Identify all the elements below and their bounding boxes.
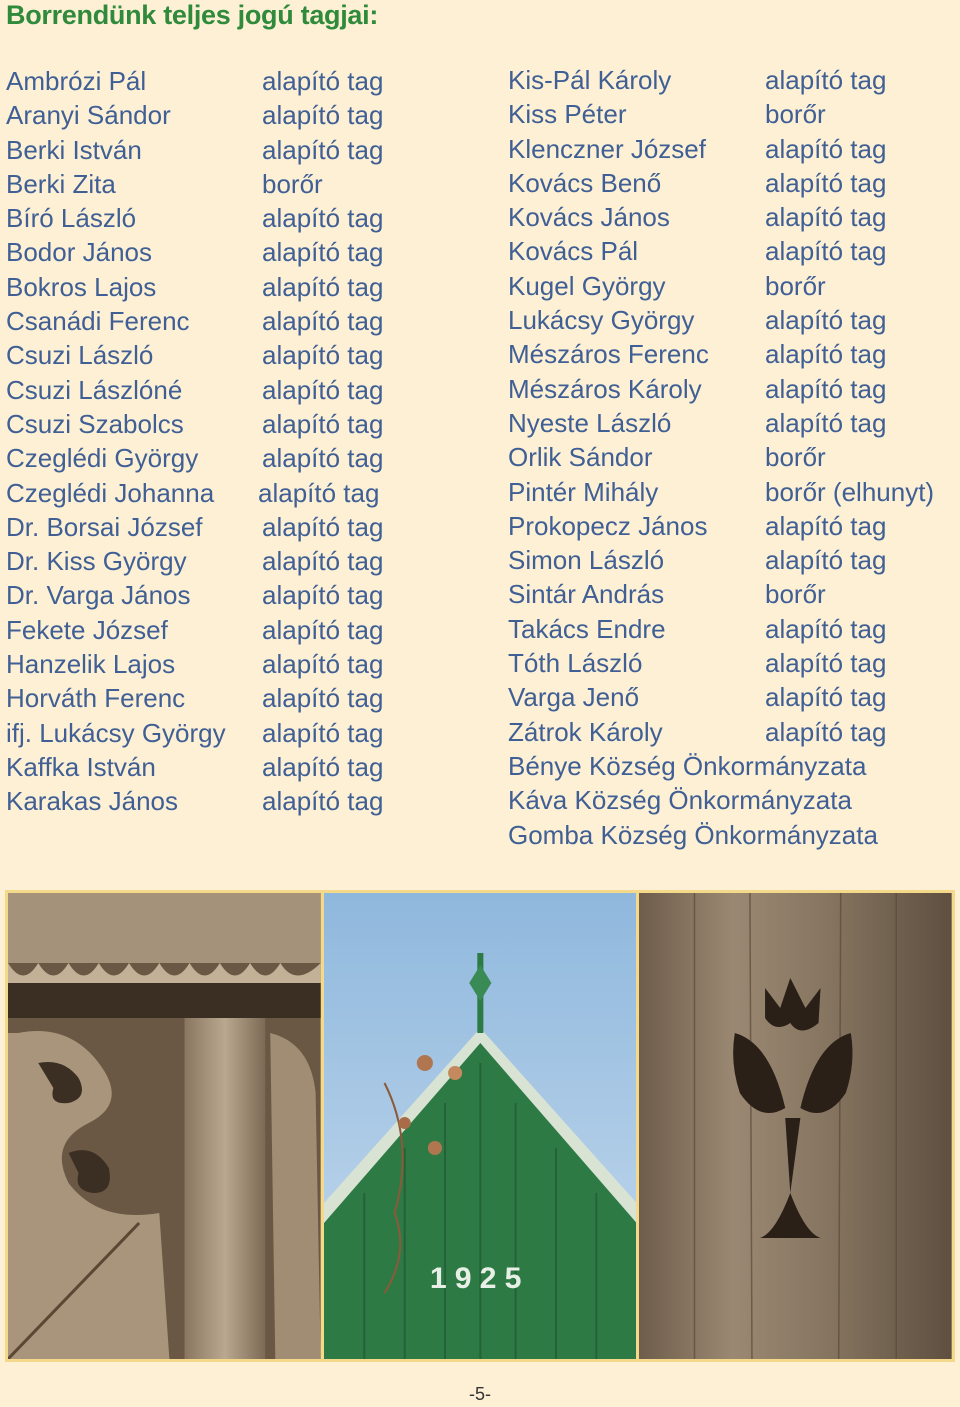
member-name: Káva Község Önkormányzata	[508, 785, 852, 816]
member-row	[6, 304, 426, 338]
member-role: alapító tag	[765, 716, 887, 747]
member-row	[508, 440, 958, 474]
member-role: alapító tag	[765, 339, 887, 370]
member-name: Karakas János	[6, 786, 178, 817]
member-role: borőr	[262, 168, 323, 199]
member-role: alapító tag	[765, 682, 887, 713]
member-name: Kovács János	[508, 202, 670, 233]
member-name: Bodor János	[6, 237, 152, 268]
photo-tulip-cutout	[639, 893, 952, 1359]
member-role: alapító tag	[765, 407, 887, 438]
member-row	[6, 98, 426, 132]
member-role: borőr	[765, 442, 826, 473]
member-row	[508, 475, 958, 509]
photo-strip	[5, 890, 955, 1362]
member-name: Horváth Ferenc	[6, 683, 186, 714]
member-name: Czeglédi Johanna	[6, 477, 215, 508]
member-role: alapító tag	[262, 443, 384, 474]
member-role: alapító tag	[765, 167, 887, 198]
member-role: alapító tag	[262, 751, 384, 782]
photo-green-gable	[324, 893, 637, 1359]
member-row	[6, 407, 426, 441]
member-row	[508, 132, 958, 166]
member-name: Mészáros Károly	[508, 373, 702, 404]
member-name: Kis-Pál Károly	[508, 65, 672, 95]
member-row	[6, 716, 426, 750]
member-row	[6, 373, 426, 407]
member-row	[6, 167, 426, 201]
member-role: alapító tag	[262, 717, 384, 748]
member-role: alapító tag	[262, 306, 384, 337]
member-row	[508, 200, 958, 234]
member-name: Bénye Község Önkormányzata	[508, 750, 867, 781]
member-role: alapító tag	[262, 271, 384, 302]
member-name: Kugel György	[508, 270, 666, 301]
member-row	[6, 784, 426, 818]
member-row	[508, 715, 958, 749]
member-name: Kaffka István	[6, 751, 156, 782]
member-row	[508, 337, 958, 371]
member-row	[6, 133, 426, 167]
member-name: Zátrok Károly	[508, 716, 663, 747]
page-heading: Borrendünk teljes jogú tagjai:	[6, 0, 379, 30]
member-name: Kiss Péter	[508, 99, 627, 130]
member-name: Pintér Mihály	[508, 476, 659, 507]
member-role: borőr	[765, 579, 826, 610]
member-row	[508, 509, 958, 543]
member-name: Orlik Sándor	[508, 442, 653, 473]
member-role: alapító tag	[262, 408, 384, 439]
member-name: Varga Jenő	[508, 682, 640, 713]
member-name: Klenczner József	[508, 133, 706, 164]
member-row	[508, 303, 958, 337]
member-role: alapító tag	[262, 374, 384, 405]
member-role: alapító tag	[262, 580, 384, 611]
member-role: alapító tag	[765, 648, 887, 679]
member-name: Tóth László	[508, 648, 643, 679]
member-role: alapító tag	[262, 203, 384, 234]
member-row	[6, 201, 426, 235]
member-row	[6, 544, 426, 578]
member-role: alapító tag	[262, 340, 384, 371]
member-name: Czeglédi György	[6, 443, 199, 474]
member-row	[508, 612, 958, 646]
member-role: borőr (elhunyt)	[765, 476, 935, 507]
member-role: alapító tag	[765, 305, 887, 336]
member-list-right	[508, 63, 958, 852]
member-row	[508, 577, 958, 611]
member-row	[6, 578, 426, 612]
member-row	[508, 783, 958, 817]
member-name: Fekete József	[6, 614, 168, 645]
member-row	[508, 646, 958, 680]
member-role: alapító tag	[765, 202, 887, 233]
member-name: Berki Zita	[6, 168, 116, 199]
member-row	[508, 234, 958, 268]
member-role: alapító tag	[262, 100, 384, 131]
member-row	[508, 749, 958, 783]
member-row	[508, 543, 958, 577]
member-name: ifj. Lukácsy György	[6, 717, 226, 748]
member-role: alapító tag	[262, 614, 384, 645]
member-row	[6, 338, 426, 372]
member-role: alapító tag	[765, 613, 887, 644]
member-name: Kovács Pál	[508, 236, 639, 267]
member-row	[508, 818, 958, 852]
member-name: Hanzelik Lajos	[6, 649, 176, 680]
member-name: Prokopecz János	[508, 510, 708, 541]
member-role: alapító tag	[765, 133, 887, 164]
member-name: Csuzi László	[6, 340, 154, 371]
member-row	[6, 270, 426, 304]
member-name: Bíró László	[6, 203, 137, 234]
member-role: alapító tag	[262, 134, 384, 165]
member-row	[6, 441, 426, 475]
member-role: alapító tag	[765, 236, 887, 267]
member-name: Csuzi Lászlóné	[6, 374, 183, 405]
member-row	[508, 680, 958, 714]
member-name: Nyeste László	[508, 407, 672, 438]
member-row	[6, 235, 426, 269]
member-role: alapító tag	[258, 477, 380, 508]
member-name: Berki István	[6, 134, 142, 165]
member-name: Kovács Benő	[508, 167, 662, 198]
member-name: Aranyi Sándor	[6, 100, 171, 131]
member-name: Simon László	[508, 545, 665, 576]
member-name: Sintár András	[508, 579, 665, 610]
member-role: alapító tag	[262, 649, 384, 680]
member-row	[6, 613, 426, 647]
member-row	[6, 750, 426, 784]
member-role: alapító tag	[262, 546, 384, 577]
member-row	[6, 64, 426, 98]
member-name: Dr. Varga János	[6, 580, 191, 611]
member-name: Csanádi Ferenc	[6, 306, 190, 337]
member-name: Lukácsy György	[508, 305, 695, 336]
member-name: Takács Endre	[508, 613, 666, 644]
member-role: alapító tag	[765, 65, 887, 95]
member-name: Bokros Lajos	[6, 271, 157, 302]
member-role: alapító tag	[765, 373, 887, 404]
photo-carved-eaves	[8, 893, 321, 1359]
member-row	[6, 681, 426, 715]
member-role: alapító tag	[262, 237, 384, 268]
member-role: alapító tag	[262, 66, 384, 96]
member-role: alapító tag	[262, 511, 384, 542]
member-row	[508, 63, 958, 97]
member-row	[6, 476, 426, 510]
member-row	[6, 647, 426, 681]
member-row	[508, 166, 958, 200]
member-name: Gomba Község Önkormányzata	[508, 819, 878, 850]
member-row	[508, 269, 958, 303]
member-role: borőr	[765, 99, 826, 130]
member-row	[6, 510, 426, 544]
member-role: alapító tag	[765, 510, 887, 541]
page-number: -5-	[469, 1384, 491, 1404]
member-name: Dr. Borsai József	[6, 511, 203, 542]
member-name: Ambrózi Pál	[6, 66, 147, 96]
member-name: Dr. Kiss György	[6, 546, 187, 577]
member-name: Csuzi Szabolcs	[6, 408, 184, 439]
gable-year: 1925	[429, 1262, 530, 1295]
member-role: borőr	[765, 270, 826, 301]
member-role: alapító tag	[262, 683, 384, 714]
member-row	[508, 406, 958, 440]
member-role: alapító tag	[262, 786, 384, 817]
member-list-left	[6, 64, 426, 819]
member-name: Mészáros Ferenc	[508, 339, 709, 370]
member-row	[508, 372, 958, 406]
member-row	[508, 97, 958, 131]
member-role: alapító tag	[765, 545, 887, 576]
